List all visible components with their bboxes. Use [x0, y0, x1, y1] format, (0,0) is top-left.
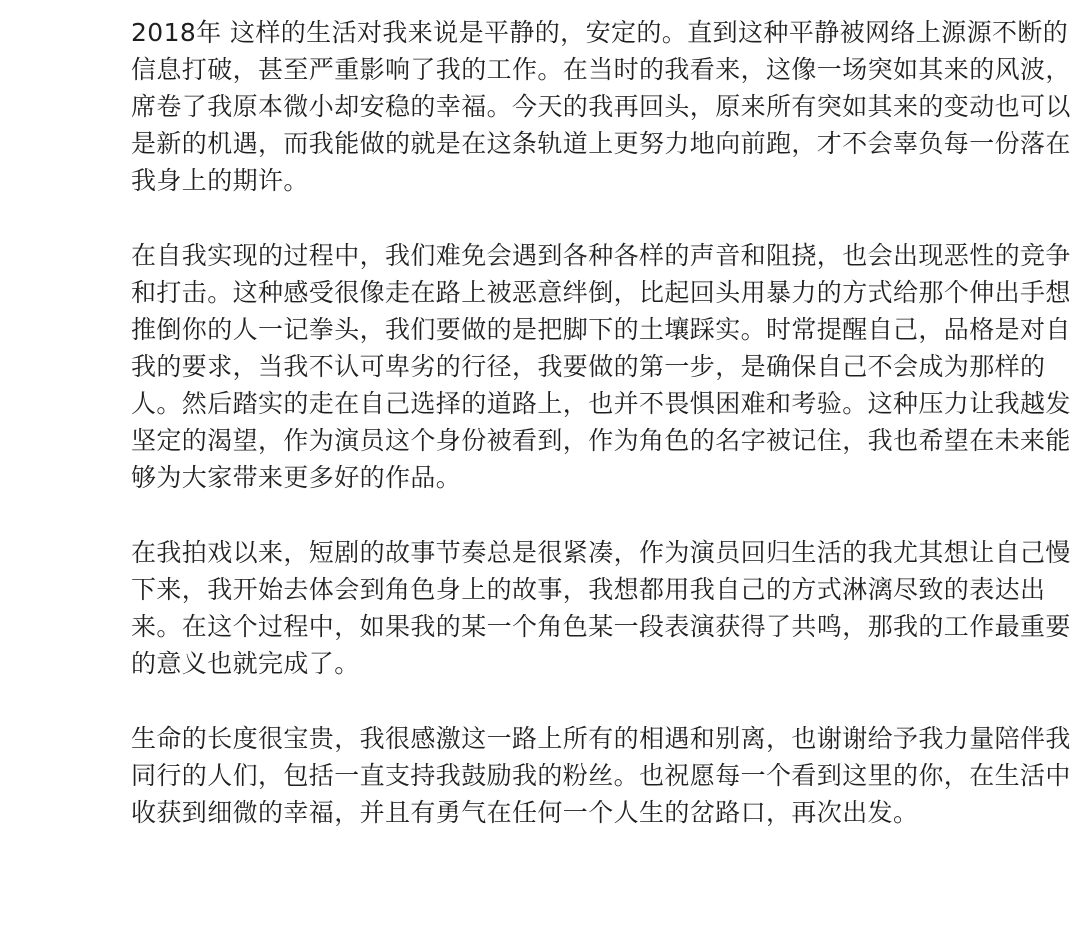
paragraph-4: 生命的长度很宝贵，我很感激这一路上所有的相遇和别离，也谢谢给予我力量陪伴我同行的人们，包括一直支持我鼓励我的粉丝。也祝愿每一个看到这里的你，在生活中收获到细微的幸福，并且有勇气在任何一个人生的岔路口，再次出发。: [131, 724, 1071, 827]
paragraph-3: 在我拍戏以来，短剧的故事节奏总是很紧凑，作为演员回归生活的我尤其想让自己慢下来，我开始去体会到角色身上的故事，我想都用我自己的方式淋漓尽致的表达出来。在这个过程中，如果我的某一个角色某一段表演获得了共鸣，那我的工作最重要的意义也就完成了。: [131, 538, 1071, 678]
article-body: [131, 14, 1071, 831]
paragraph-1: 2018年 这样的生活对我来说是平静的，安定的。直到这种平静被网络上源源不断的信息打破，甚至严重影响了我的工作。在当时的我看来，这像一场突如其来的风波，席卷了我原本微小却安稳的幸福。今天的我再回头，原来所有突如其来的变动也可以是新的机遇，而我能做的就是在这条轨道上更努力地向前跑，才不会辜负每一份落在我身上的期许。: [131, 18, 1071, 195]
paragraph-2: 在自我实现的过程中，我们难免会遇到各种各样的声音和阻挠，也会出现恶性的竞争和打击。这种感受很像走在路上被恶意绊倒，比起回头用暴力的方式给那个伸出手想推倒你的人一记拳头，我们要做的是把脚下的土壤踩实。时常提醒自己，品格是对自我的要求，当我不认可卑劣的行径，我要做的第一步，是确保自己不会成为那样的人。然后踏实的走在自己选择的道路上，也并不畏惧困难和考验。这种压力让我越发坚定的渴望，作为演员这个身份被看到，作为角色的名字被记住，我也希望在未来能够为大家带来更多好的作品。: [131, 241, 1071, 492]
